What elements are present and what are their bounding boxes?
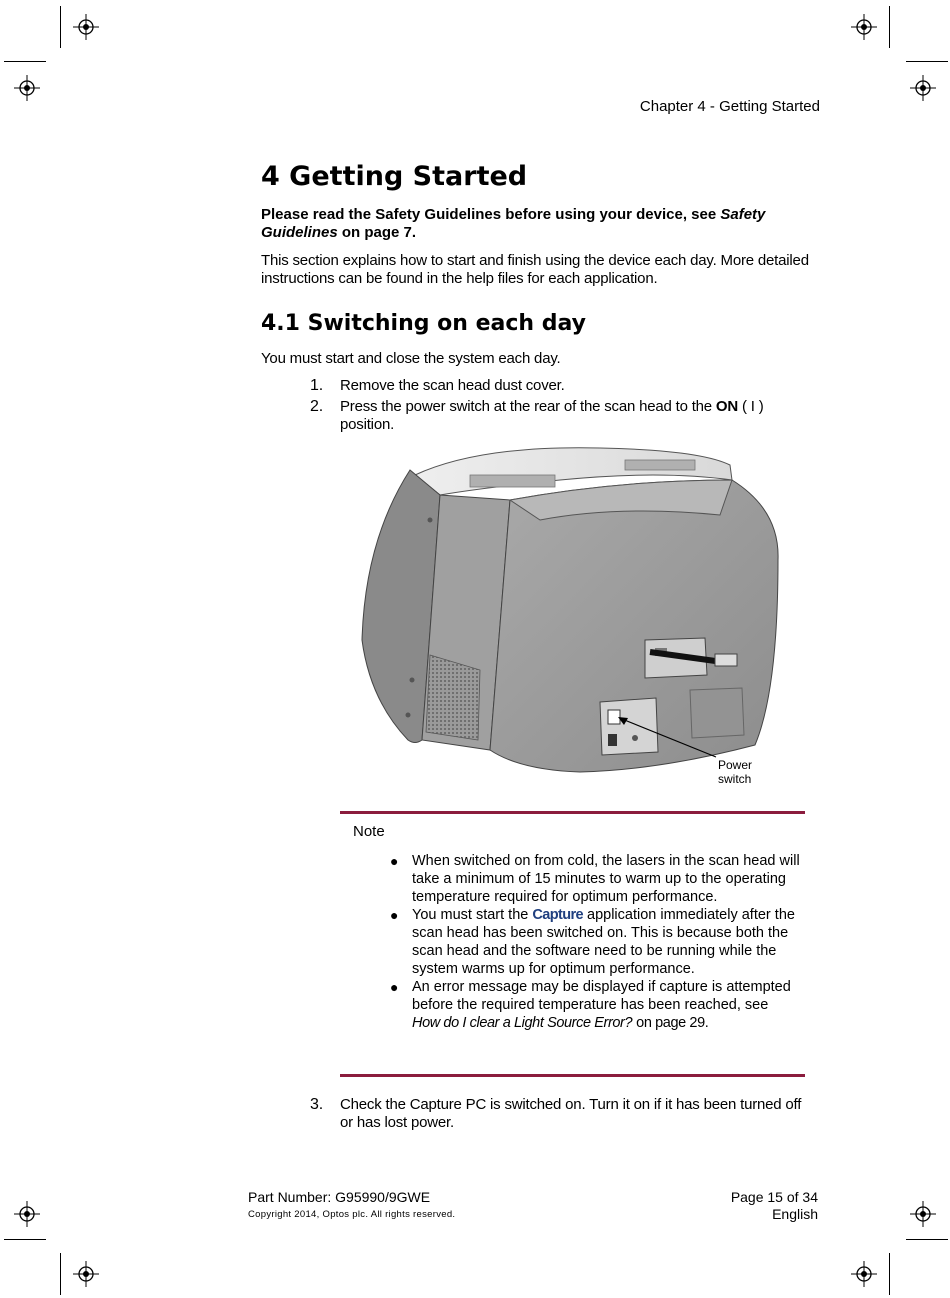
safety-guidelines-link[interactable]: Safety Guidelines (261, 206, 766, 241)
note-text: You must start the (412, 907, 529, 923)
step-text: Press the power switch at the rear of the scan head to the (340, 398, 712, 415)
scan-head-rear-illustration (360, 440, 785, 780)
section-title: 4 Getting Started (261, 161, 528, 192)
list-item (390, 978, 800, 1032)
capture-app-name: Capture (532, 907, 583, 923)
crop-mark (60, 6, 61, 48)
registration-mark-icon (14, 1201, 40, 1227)
step-number: 3. (310, 1096, 323, 1113)
safety-notice-page: on page 7. (341, 224, 417, 241)
part-number: Part Number: G95990/9GWE (248, 1189, 431, 1205)
step-item (310, 377, 810, 395)
note-text: When switched on from cold, the lasers in the scan head will take a minimum of 15 minutes to warm up to the operating temperature required for optimum performance. (412, 853, 800, 905)
safety-notice-text: Please read the Safety Guidelines before using your device, see (261, 206, 717, 223)
step-text: ( I ) position. (340, 398, 764, 433)
running-header: Chapter 4 - Getting Started (639, 98, 820, 115)
registration-mark-icon (73, 1261, 99, 1287)
note-bullet-list (390, 852, 800, 1032)
step-item (310, 398, 810, 434)
bullet-icon: ● (390, 979, 399, 995)
section-intro: This section explains how to start and finish using the device each day. More detailed instructions can be found in the help files for each application. (261, 252, 809, 287)
crop-mark (889, 1253, 890, 1295)
copyright: Copyright 2014, Optos plc. All rights reserved. (248, 1209, 456, 1220)
crop-mark (4, 61, 46, 62)
step-text: Remove the scan head dust cover. (340, 377, 565, 394)
registration-mark-icon (851, 1261, 877, 1287)
list-item (390, 852, 800, 906)
note-label: Note (353, 823, 385, 840)
list-item (390, 906, 800, 978)
page-number: Page 15 of 34 (730, 1189, 818, 1205)
registration-mark-icon (851, 14, 877, 40)
bullet-icon: ● (390, 853, 399, 869)
safety-notice (261, 206, 821, 242)
registration-mark-icon (910, 1201, 936, 1227)
subsection-lead: You must start and close the system each day. (261, 350, 561, 367)
step-text: Check the Capture PC is switched on. Turn it on if it has been turned off or has lost power. (340, 1096, 802, 1131)
step-item (310, 1096, 810, 1132)
crop-mark (889, 6, 890, 48)
step-number: 1. (310, 377, 323, 394)
subsection-title: 4.1 Switching on each day (261, 311, 586, 336)
light-source-error-link[interactable]: How do I clear a Light Source Error? (412, 1015, 633, 1031)
crop-mark (4, 1239, 46, 1240)
language: English (772, 1206, 818, 1222)
figure-callout: Power switch (718, 758, 753, 786)
step-number: 2. (310, 398, 323, 415)
bullet-icon: ● (390, 907, 399, 923)
note-text: on page 29. (636, 1015, 709, 1031)
crop-mark (906, 61, 948, 62)
crop-mark (60, 1253, 61, 1295)
note-top-rule (340, 811, 805, 814)
crop-mark (906, 1239, 948, 1240)
registration-mark-icon (73, 14, 99, 40)
note-text: An error message may be displayed if capture is attempted before the required temperature has been reached, see (412, 979, 791, 1013)
registration-mark-icon (14, 75, 40, 101)
registration-mark-icon (910, 75, 936, 101)
note-bottom-rule (340, 1074, 805, 1077)
note-text: application immediately after the scan head has been switched on. This is because both the scan head and the software need to be running while the system warms up for optimum performance. (412, 907, 795, 977)
step-on-label: ON (715, 398, 739, 415)
